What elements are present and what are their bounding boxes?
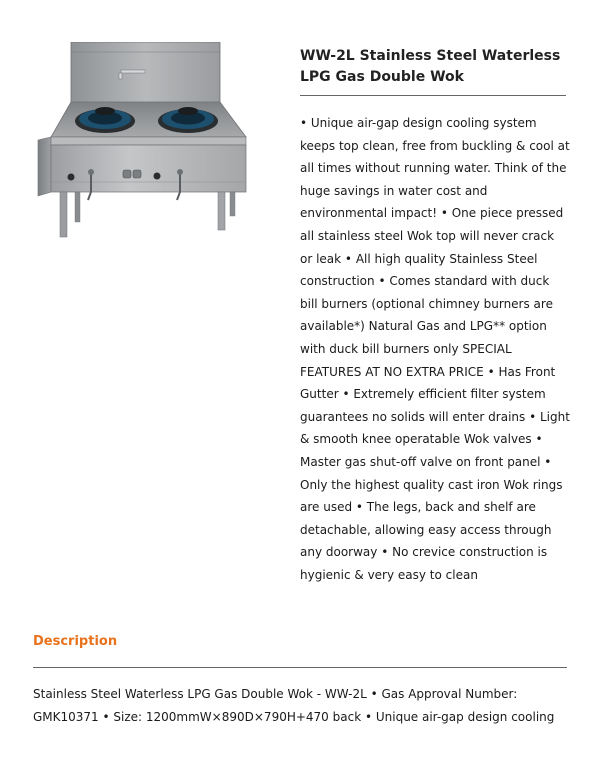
- description-heading: Description: [33, 634, 118, 649]
- description-divider: [33, 667, 567, 668]
- title-divider: [300, 95, 566, 96]
- product-image: [33, 42, 255, 240]
- description-text: Stainless Steel Waterless LPG Gas Double Wok - WW-2L • Gas Approval Number: GMK10371 • Size: 1200mmW×890D×790H+470 back • Unique air-gap design cooling: [33, 687, 555, 724]
- product-title: WW-2L Stainless Steel Waterless LPG Gas Double Wok: [300, 48, 561, 85]
- double-wok-illustration: [33, 42, 255, 240]
- product-features: • Unique air-gap design cooling system keeps top clean, free from buckling & cool at all times without running water. Think of the huge savings in water cost and environmental impact! • One piece pressed all stainless steel Wok top will never crack or leak • All high quality Stainless Steel construction • Comes standard with duck bill burners (optional chimney burners are available*) Natural Gas and LPG** option with duck bill burners only SPECIAL FEATURES AT NO EXTRA PRICE • Has Front Gutter • Extremely efficient filter system guarantees no solids will enter drains • Light & smooth knee operatable Wok valves • Master gas shut-off valve on front panel • Only the highest quality cast iron Wok rings are used • The legs, back and shelf are detachable, allowing easy access through any doorway • No crevice construction is hygienic & very easy to clean: [300, 116, 570, 582]
